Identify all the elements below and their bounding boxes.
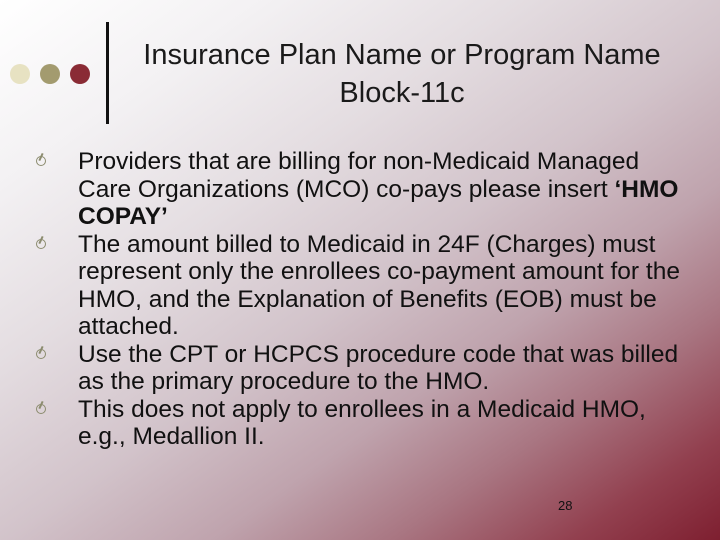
- bullet-icon: [36, 239, 46, 249]
- page-number: 28: [558, 498, 573, 513]
- bullet-emphasis-hmo-copay: ‘HMO COPAY’: [78, 175, 679, 230]
- bullet-text-1: Providers that are billing for non-Medicaid Managed Care Organizations (MCO) co-pays please insert: [78, 148, 640, 203]
- title-line-2: Block-11c: [339, 77, 465, 109]
- bullet-item-2: [36, 231, 696, 341]
- bullet-icon: [36, 404, 46, 414]
- bullet-item-4: [36, 396, 696, 451]
- bullet-text-4: This does not apply to enrollees in a Medicaid HMO, e.g., Medallion II.: [78, 395, 646, 450]
- bullet-list: [36, 148, 696, 451]
- decorative-dot-3: [70, 64, 90, 84]
- bullet-icon: [36, 349, 46, 359]
- bullet-item-3: [36, 341, 696, 396]
- bullet-text-2: The amount billed to Medicaid in 24F (Charges) must represent only the enrollees co-payment amount for the HMO, and the Explanation of Benefits (EOB) must be attached.: [78, 230, 680, 340]
- slide-title: [112, 36, 692, 112]
- title-divider: [106, 22, 109, 124]
- title-line-1: Insurance Plan Name or Program Name: [143, 39, 661, 71]
- bullet-text-3: Use the CPT or HCPCS procedure code that was billed as the primary procedure to the HMO.: [78, 340, 679, 395]
- decorative-dot-2: [40, 64, 60, 84]
- bullet-item-1: [36, 148, 696, 231]
- decorative-dot-1: [10, 64, 30, 84]
- bullet-icon: [36, 156, 46, 166]
